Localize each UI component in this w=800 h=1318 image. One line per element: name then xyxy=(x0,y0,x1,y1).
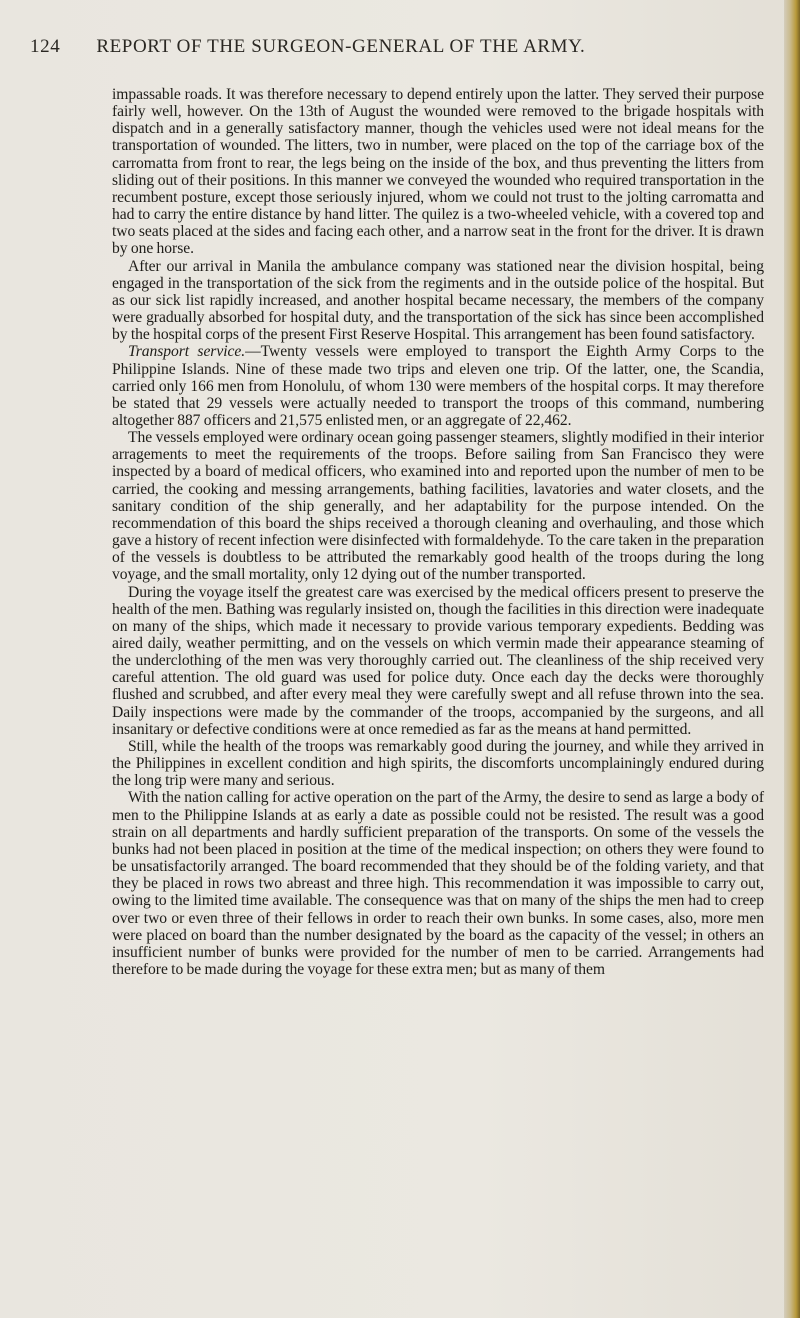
paragraph-text: During the voyage itself the greatest care was exercised by the medical officers present to preserve the health of the men. Bathing was regularly insisted on, though the facilities in this direction were inadequate on many of the ships, which made it necessary to provide various temporary expedients. Bedding was aired daily, weather permitting, and on the vessels on which vermin made their appearance steaming of the underclothing of the men was very thoroughly carried out. The cleanliness of the ship received very careful attention. The old guard was used for police duty. Once each day the decks were thoroughly flushed and scrubbed, and after every meal they were carefully swept and all refuse thrown into the sea. Daily inspections were made by the commander of the troops, accompanied by the surgeons, and all insanitary or defective conditions were at once remedied as far as the means at hand permitted. xyxy=(112,583,764,738)
paragraph-text: With the nation calling for active operation on the part of the Army, the desire to send as large a body of men to the Philippine Islands at as early a date as possible could not be resisted. The result was a good strain on all departments and hardly sufficient preparation of the transports. On some of the vessels the bunks had not been placed in position at the time of the medical inspection; on others they were found to be unsatisfactorily arranged. The board recommended that they should be of the folding variety, and that they be placed in rows two abreast and three high. This recommendation it was impossible to carry out, owing to the limited time available. The consequence was that on many of the ships the men had to creep over two or even three of their fellows in order to reach their own bunks. In some cases, also, more men were placed on board than the number designated by the board as the capacity of the vessel; in others an insufficient number of bunks were provided for the number of men to be carried. Arrangements had therefore to be made during the voyage for these extra men; but as many of them xyxy=(112,789,764,978)
paragraph-text: impassable roads. It was therefore necessary to depend entirely upon the latter. They served their purpose fairly well, however. On the 13th of August the wounded were removed to the brigade hospitals with dispatch and in a generally satisfactory manner, though the vehicles used were not ideal means for the transportation of wounded. The litters, two in number, were placed on the top of the carriage box of the carromatta from front to rear, the legs being on the inside of the box, and thus preventing the litters from sliding out of their positions. In this manner we conveyed the wounded who required transportation in the recumbent posture, except those seriously injured, whom we could not trust to the jolting carromatta and had to carry the entire distance by hand litter. The quilez is a two-wheeled vehicle, with a covered top and two seats placed at the sides and facing each other, and a narrow seat in the front for the driver. It is drawn by one horse. xyxy=(112,86,764,258)
paragraph-text: After our arrival in Manila the ambulance company was stationed near the division hospital, being engaged in the transportation of the sick from the regiments and in the outside police of the hospital. But as our sick list rapidly increased, and another hospital became necessary, the members of the company were gradually absorbed for hospital duty, and the transportation of the sick has since been accomplished by the hospital corps of the present First Reserve Hospital. This arrangement has been found satisfactory. xyxy=(112,257,764,344)
paragraph-1 xyxy=(112,86,764,258)
paragraph-text: Still, while the health of the troops was remarkably good during the journey, and while they arrived in the Philippines in excellent condition and high spirits, the discomforts uncomplainingly endured during the long trip were many and serious. xyxy=(112,737,764,790)
running-header xyxy=(30,36,760,58)
paragraph-4 xyxy=(112,429,764,583)
paragraph-7 xyxy=(112,789,764,978)
page-number: 124 xyxy=(30,36,61,57)
body-text xyxy=(112,86,764,978)
page-edge xyxy=(784,0,800,1318)
paragraph-3 xyxy=(112,343,764,429)
paragraph-5 xyxy=(112,584,764,738)
paragraph-text: —Twenty vessels were employed to transport the Eighth Army Corps to the Philippine Islands. Nine of these made two trips and eleven one trip. Of the latter, one, the Scandia, carried only 166 men from Honolulu, of whom 130 were members of the hospital corps. It may therefore be stated that 29 vessels were actually needed to transport the troops of this command, numbering altogether 887 officers and 21,575 enlisted men, or an aggregate of 22,462. xyxy=(112,343,764,429)
section-heading-transport-service: Transport service. xyxy=(128,343,246,361)
paragraph-6 xyxy=(112,738,764,789)
running-title: REPORT OF THE SURGEON-GENERAL OF THE ARMY. xyxy=(96,36,586,57)
paragraph-2 xyxy=(112,258,764,344)
paragraph-text: The vessels employed were ordinary ocean going passenger steamers, slightly modified in their interior arragements to meet the requirements of the troops. Before sailing from San Francisco they were inspected by a board of medical officers, who examined into and reported upon the number of men to be carried, the cooking and messing arrangements, bathing facilities, lavatories and water closets, and the sanitary condition of the ship generally, and her adaptability for the purpose intended. On the recommendation of this board the ships received a thorough cleaning and overhauling, and those which gave a history of recent infection were disinfected with formaldehyde. To the care taken in the preparation of the vessels is doubtless to be attributed the remarkably good health of the troops during the long voyage, and the small mortality, only 12 dying out of the number transported. xyxy=(112,429,764,584)
